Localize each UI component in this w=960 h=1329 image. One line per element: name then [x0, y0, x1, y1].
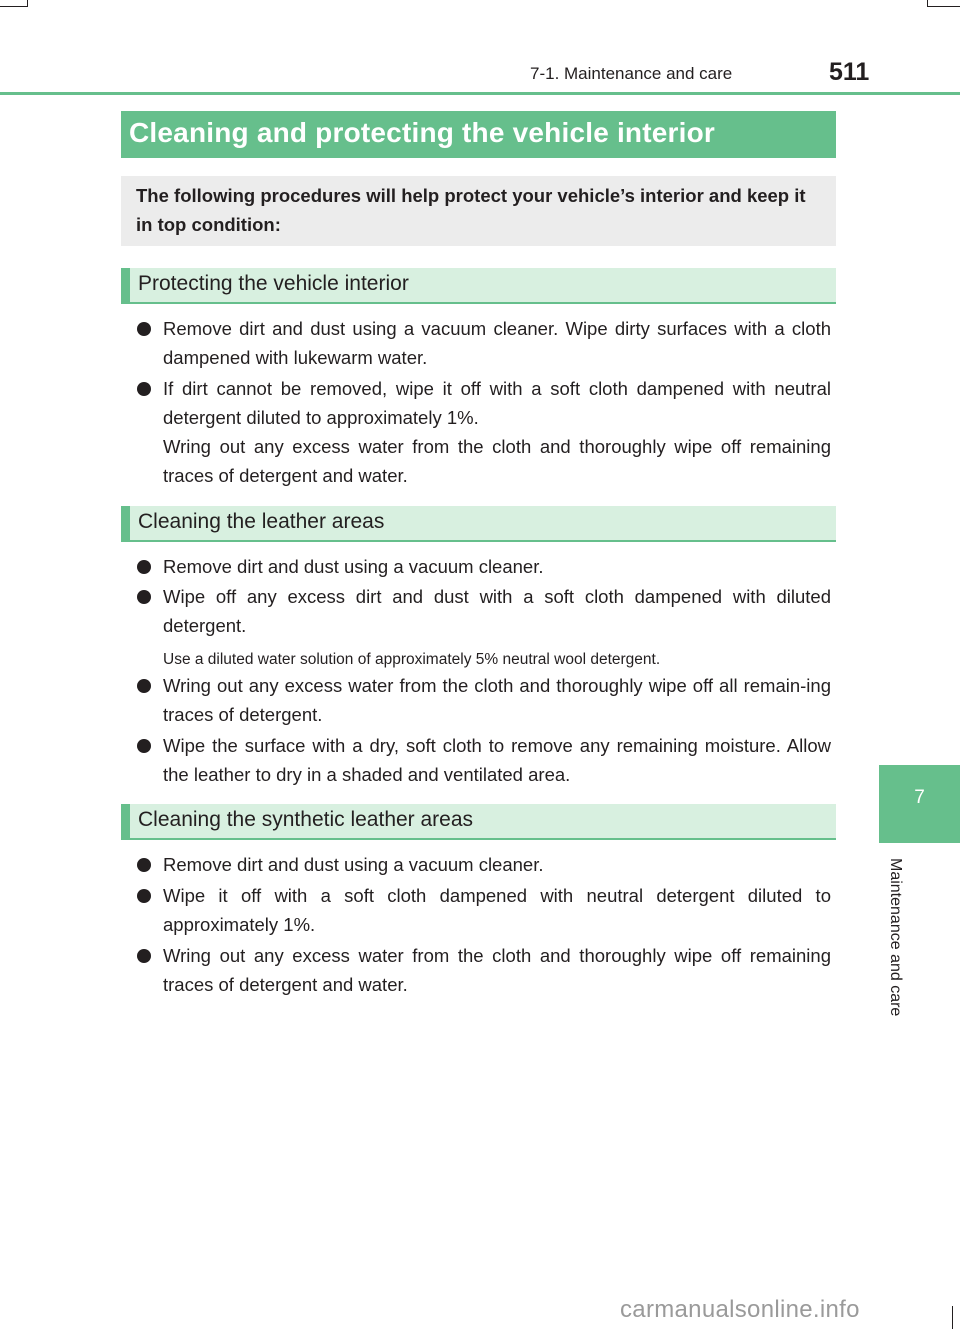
list-item-text: Wipe off any excess dirt and dust with a soft cloth dampened with diluted detergent.	[163, 586, 831, 636]
section-heading-bar	[121, 268, 836, 304]
section-heading: Cleaning the leather areas	[138, 510, 385, 533]
page-title: Cleaning and protecting the vehicle interior	[129, 117, 715, 148]
section-heading: Protecting the vehicle interior	[138, 272, 409, 295]
list-item-text: Wipe the surface with a dry, soft cloth to remove any remaining moisture. Allow the leather to dry in a shaded and ventilated area.	[163, 735, 831, 785]
intro-text: The following procedures will help protect your vehicle’s interior and keep it in top condition:	[136, 185, 806, 235]
list-item	[137, 582, 831, 640]
bullet-icon	[137, 382, 151, 396]
list-item-text: Wring out any excess water from the cloth and thoroughly wipe off all remain-ing traces of detergent.	[163, 675, 831, 725]
list-item	[137, 850, 831, 879]
bullet-icon	[137, 858, 151, 872]
list-item	[137, 552, 831, 581]
list-item-text-extra: Wring out any excess water from the cloth and thoroughly wipe off remaining traces of detergent and water.	[163, 436, 831, 486]
list-item-text	[163, 374, 831, 490]
chapter-label-text: Maintenance and care	[887, 858, 904, 1017]
list-item-text: Remove dirt and dust using a vacuum cleaner.	[163, 854, 544, 875]
list-item	[137, 314, 831, 372]
bullet-icon	[137, 739, 151, 753]
bullet-icon	[137, 322, 151, 336]
list-item	[137, 374, 831, 490]
list-item-text: Wipe it off with a soft cloth dampened with neutral detergent diluted to approximately 1%.	[163, 885, 831, 935]
chapter-tab[interactable]: 7	[879, 765, 960, 843]
list-item	[137, 941, 831, 999]
page-number: 511	[829, 58, 870, 86]
crop-mark-top-left-h	[0, 6, 28, 7]
list-item-text-main: If dirt cannot be removed, wipe it off with a soft cloth dampened with neutral detergent diluted to approximately 1%.	[163, 378, 831, 428]
header-rule	[0, 92, 960, 95]
watermark: carmanualsonline.info	[620, 1296, 860, 1323]
bullet-icon	[137, 679, 151, 693]
header-section-title: 7-1. Maintenance and care	[530, 64, 733, 83]
note-text: Use a diluted water solution of approximately 5% neutral wool detergent.	[163, 651, 661, 668]
chapter-label	[880, 858, 910, 1048]
list-item	[137, 881, 831, 939]
list-item-text: Remove dirt and dust using a vacuum cleaner. Wipe dirty surfaces with a cloth dampened with lukewarm water.	[163, 318, 831, 368]
section-heading: Cleaning the synthetic leather areas	[138, 808, 474, 831]
list-item-text: Remove dirt and dust using a vacuum cleaner.	[163, 556, 544, 577]
crop-mark-top-right-h	[927, 6, 960, 7]
section-heading-bar	[121, 506, 836, 542]
section-heading-bar	[121, 804, 836, 840]
bullet-icon	[137, 560, 151, 574]
page-title-bar	[121, 111, 836, 158]
bullet-icon	[137, 949, 151, 963]
list-item-text: Wring out any excess water from the cloth and thoroughly wipe off remaining traces of detergent and water.	[163, 945, 831, 995]
list-item	[137, 671, 831, 729]
intro-box	[121, 176, 836, 246]
bullet-icon	[137, 590, 151, 604]
bullet-icon	[137, 889, 151, 903]
list-item	[137, 731, 831, 789]
crop-mark-bottom-right-v	[952, 1306, 953, 1329]
